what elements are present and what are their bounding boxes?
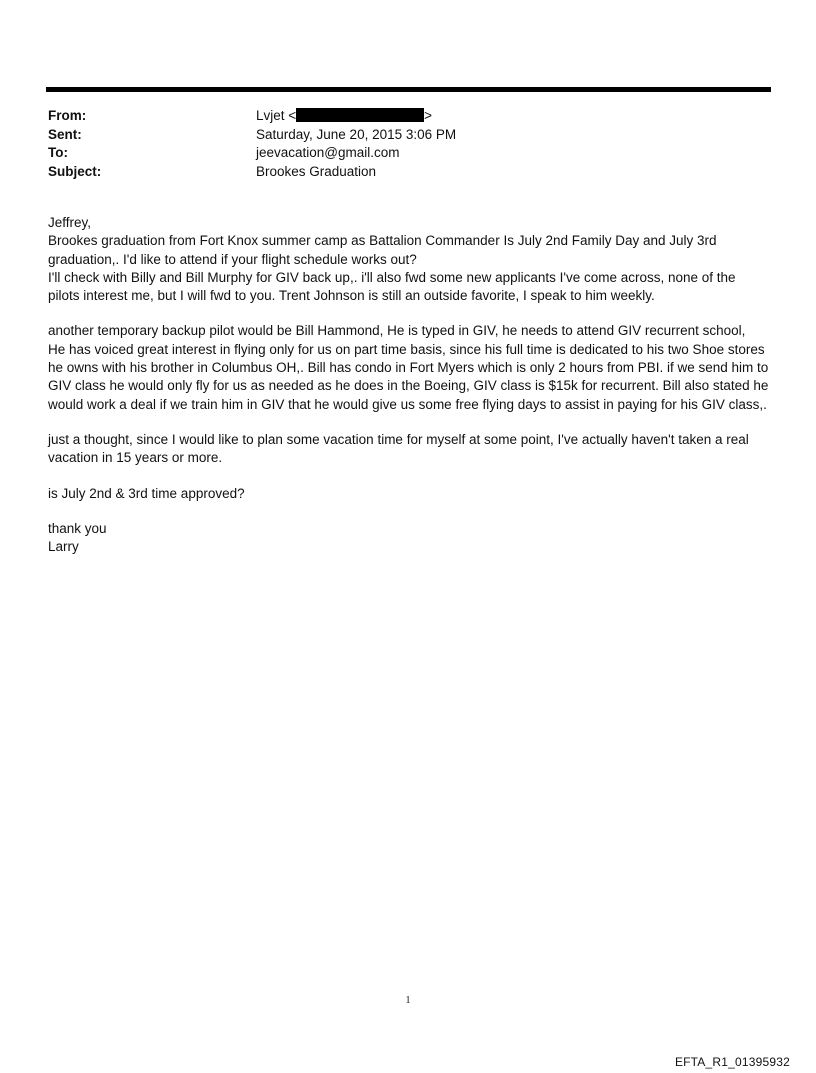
closing: thank you xyxy=(48,520,107,536)
signature: Larry xyxy=(48,539,79,555)
redaction-box xyxy=(296,108,424,122)
body-line: GIV class he would only fly for us as needed as he does in the Boeing, GIV class is $15k for recurrent. Bill also stated he xyxy=(48,378,769,394)
body-line: another temporary backup pilot would be Bill Hammond, He is typed in GIV, he needs to attend GIV recurrent school, xyxy=(48,323,746,339)
paragraph-4 xyxy=(48,485,776,503)
body-line: vacation in 15 years or more. xyxy=(48,450,223,466)
question-line: is July 2nd & 3rd time approved? xyxy=(48,485,245,501)
sign-off xyxy=(48,520,776,557)
sent-label: Sent: xyxy=(48,126,82,142)
body-line: pilots interest me, but I will fwd to you. Trent Johnson is still an outside favorite, I speak to him weekly. xyxy=(48,288,655,304)
greeting: Jeffrey, xyxy=(48,215,92,230)
from-name: Lvjet < xyxy=(256,108,297,123)
paragraph-3 xyxy=(48,431,776,468)
to-label: To: xyxy=(48,145,68,160)
from-row xyxy=(48,107,768,126)
body-line: I'll check with Billy and Bill Murphy for GIV back up,. i'll also fwd some new applicants I've come across, none of the xyxy=(48,269,736,285)
body-line: graduation,. I'd like to attend if your flight schedule works out? xyxy=(48,251,417,267)
sent-row xyxy=(48,126,768,145)
from-value xyxy=(256,107,768,126)
to-value: jeevacation@gmail.com xyxy=(256,145,400,160)
body-line: He has voiced great interest in flying only for us on part time basis, since his full time is dedicated to his two Shoe stores xyxy=(48,341,765,357)
header-divider xyxy=(46,87,771,92)
from-bracket: > xyxy=(424,108,433,123)
to-row xyxy=(48,144,768,163)
paragraph-2 xyxy=(48,322,776,413)
email-header xyxy=(48,107,768,181)
body-line: just a thought, since I would like to plan some vacation time for myself at some point, I've actually haven't taken a real xyxy=(48,431,749,447)
body-line: would work a deal if we train him in GIV that he would give us some free flying days to assist in paying for his GIV class,. xyxy=(48,396,767,412)
document-id: EFTA_R1_01395932 xyxy=(674,1055,790,1069)
subject-row xyxy=(48,163,768,182)
page-number: 1 xyxy=(405,995,411,1006)
subject-label: Subject: xyxy=(48,163,102,179)
body-line: he owns with his brother in Columbus OH,. Bill has condo in Fort Myers which is only 2 hours from PBI. if we send him to xyxy=(48,360,769,376)
sent-value: Saturday, June 20, 2015 3:06 PM xyxy=(256,126,457,142)
subject-value: Brookes Graduation xyxy=(256,163,377,179)
from-label: From: xyxy=(48,108,87,123)
body-line: Brookes graduation from Fort Knox summer camp as Battalion Commander Is July 2nd Family Day and July 3rd xyxy=(48,233,717,249)
email-body xyxy=(48,214,776,573)
paragraph-1 xyxy=(48,214,776,305)
